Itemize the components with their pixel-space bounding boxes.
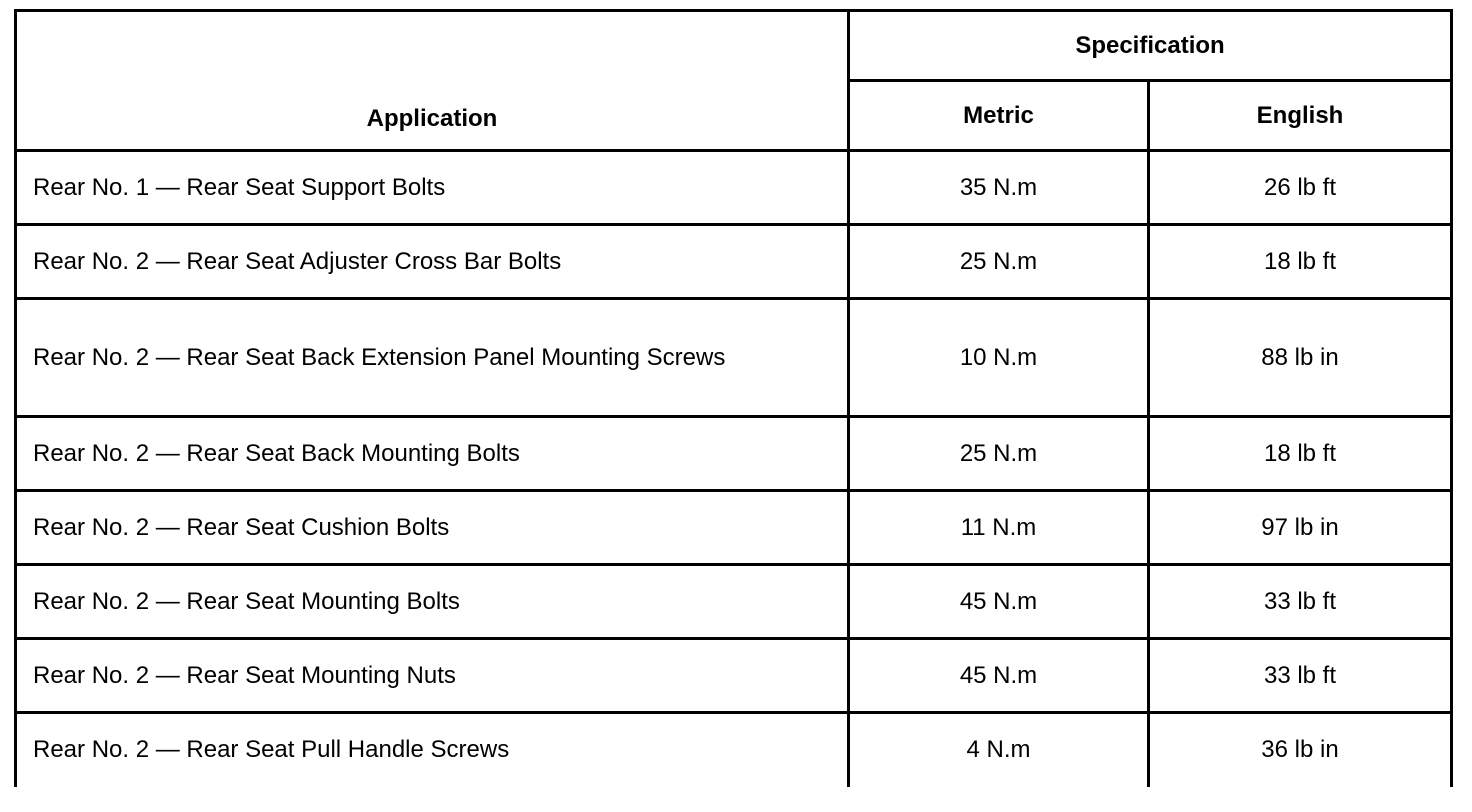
torque-spec-table: [14, 9, 1453, 787]
cell-application: Rear No. 1 — Rear Seat Support Bolts: [16, 151, 849, 225]
cell-application: Rear No. 2 — Rear Seat Pull Handle Screws: [16, 713, 849, 787]
cell-english: 26 lb ft: [1149, 151, 1452, 225]
cell-application: Rear No. 2 — Rear Seat Back Extension Panel Mounting Screws: [16, 299, 849, 417]
cell-metric: 45 N.m: [849, 639, 1149, 713]
cell-english: 97 lb in: [1149, 491, 1452, 565]
cell-metric: 10 N.m: [849, 299, 1149, 417]
table-row: [16, 639, 1452, 713]
cell-metric: 45 N.m: [849, 565, 1149, 639]
cell-application: Rear No. 2 — Rear Seat Adjuster Cross Bar Bolts: [16, 225, 849, 299]
table-row: [16, 713, 1452, 787]
cell-english: 88 lb in: [1149, 299, 1452, 417]
cell-english: 18 lb ft: [1149, 417, 1452, 491]
cell-metric: 4 N.m: [849, 713, 1149, 787]
cell-metric: 11 N.m: [849, 491, 1149, 565]
table-row: [16, 491, 1452, 565]
cell-application: Rear No. 2 — Rear Seat Cushion Bolts: [16, 491, 849, 565]
header-metric: Metric: [849, 81, 1149, 151]
cell-english: 36 lb in: [1149, 713, 1452, 787]
cell-application: Rear No. 2 — Rear Seat Mounting Nuts: [16, 639, 849, 713]
cell-metric: 35 N.m: [849, 151, 1149, 225]
cell-metric: 25 N.m: [849, 225, 1149, 299]
table-row: [16, 225, 1452, 299]
cell-english: 33 lb ft: [1149, 639, 1452, 713]
cell-english: 33 lb ft: [1149, 565, 1452, 639]
cell-application: Rear No. 2 — Rear Seat Back Mounting Bolts: [16, 417, 849, 491]
header-row-top: [16, 11, 1452, 81]
table-row: [16, 151, 1452, 225]
header-application: Application: [16, 11, 849, 151]
table-row: [16, 417, 1452, 491]
cell-application: Rear No. 2 — Rear Seat Mounting Bolts: [16, 565, 849, 639]
header-english: English: [1149, 81, 1452, 151]
table-row: [16, 299, 1452, 417]
header-specification: Specification: [849, 11, 1452, 81]
cell-metric: 25 N.m: [849, 417, 1149, 491]
cell-english: 18 lb ft: [1149, 225, 1452, 299]
table-row: [16, 565, 1452, 639]
